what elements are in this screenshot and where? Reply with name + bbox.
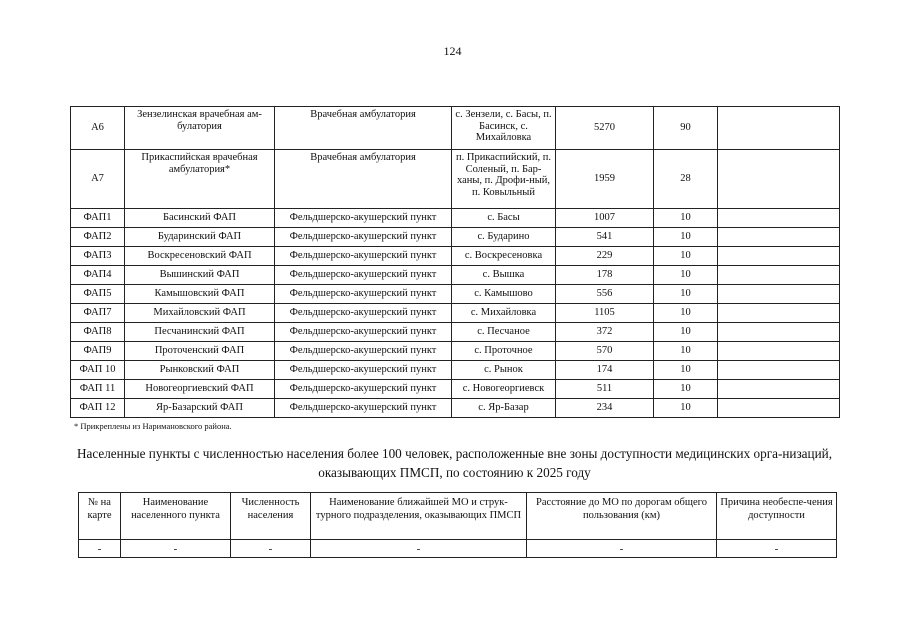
cell-locality: с. Михайловка [452,304,556,323]
cell-name: Песчанинский ФАП [125,323,275,342]
cell-name: Проточенский ФАП [125,342,275,361]
cell-extra [718,228,840,247]
cell-locality: с. Бударино [452,228,556,247]
cell-locality: с. Зензели, с. Басы, п. Басинск, с. Михайловка [452,107,556,150]
cell-name: Бударинский ФАП [125,228,275,247]
cell-code: ФАП 11 [71,380,125,399]
cell-extra [718,361,840,380]
cell-distance: 10 [654,361,718,380]
cell-distance: 10 [654,266,718,285]
column-header: Расстояние до МО по дорогам общего пользования (км) [527,493,717,540]
cell-extra [718,342,840,361]
cell-locality: с. Басы [452,209,556,228]
cell-extra [718,107,840,150]
cell-code: ФАП4 [71,266,125,285]
cell-locality: с. Воскресеновка [452,247,556,266]
cell-locality: с. Проточное [452,342,556,361]
facilities-table [70,106,840,418]
table-row [71,209,840,228]
cell-extra [718,285,840,304]
table-row [71,107,840,150]
cell-population: 229 [556,247,654,266]
table-cell: - [527,540,717,558]
cell-locality: с. Вышка [452,266,556,285]
cell-type: Фельдшерско-акушерский пункт [275,304,452,323]
cell-population: 570 [556,342,654,361]
cell-type: Врачебная амбулатория [275,150,452,209]
cell-distance: 10 [654,380,718,399]
table-row [71,285,840,304]
cell-locality: с. Новогеоргиевск [452,380,556,399]
column-header: Наименование ближайшей МО и струк-турного подразделения, оказывающих ПМСП [311,493,527,540]
cell-distance: 90 [654,107,718,150]
cell-name: Зензелинская врачебная ам-булатория [125,107,275,150]
cell-code: А6 [71,107,125,150]
cell-extra [718,380,840,399]
table-row [71,150,840,209]
cell-type: Фельдшерско-акушерский пункт [275,361,452,380]
cell-population: 178 [556,266,654,285]
cell-population: 372 [556,323,654,342]
cell-extra [718,323,840,342]
column-header: № на карте [79,493,121,540]
cell-extra [718,266,840,285]
cell-code: ФАП5 [71,285,125,304]
cell-code: ФАП7 [71,304,125,323]
cell-type: Фельдшерско-акушерский пункт [275,342,452,361]
cell-type: Фельдшерско-акушерский пункт [275,380,452,399]
cell-name: Вышинский ФАП [125,266,275,285]
cell-distance: 10 [654,342,718,361]
cell-code: ФАП3 [71,247,125,266]
cell-locality: с. Песчаное [452,323,556,342]
column-header: Наименование населенного пункта [121,493,231,540]
cell-extra [718,209,840,228]
cell-population: 556 [556,285,654,304]
cell-distance: 10 [654,285,718,304]
cell-distance: 28 [654,150,718,209]
section-heading: Населенные пункты с численностью населения более 100 человек, расположенные вне зоны доступности медицинских орга-низаций, оказывающих ПМСП, по состоянию к 2025 году [76,446,832,480]
cell-code: ФАП 12 [71,399,125,418]
cell-distance: 10 [654,304,718,323]
table-row [71,361,840,380]
cell-code: ФАП1 [71,209,125,228]
cell-name: Басинский ФАП [125,209,275,228]
cell-type: Врачебная амбулатория [275,107,452,150]
table-cell: - [311,540,527,558]
cell-population: 5270 [556,107,654,150]
cell-population: 1105 [556,304,654,323]
table-header-row [79,493,837,540]
cell-extra [718,399,840,418]
table-row [71,323,840,342]
cell-distance: 10 [654,228,718,247]
cell-type: Фельдшерско-акушерский пункт [275,209,452,228]
footnote: * Прикреплены из Наримановского района. [74,421,232,431]
table-row [71,342,840,361]
cell-name: Прикаспийская врачебная амбулатория* [125,150,275,209]
table-cell: - [717,540,837,558]
cell-code: ФАП8 [71,323,125,342]
cell-type: Фельдшерско-акушерский пункт [275,285,452,304]
table-row [71,304,840,323]
inaccessible-settlements-table [78,492,837,558]
table-cell: - [231,540,311,558]
cell-population: 1959 [556,150,654,209]
cell-population: 511 [556,380,654,399]
page-number: 124 [443,44,462,58]
table-row [79,540,837,558]
cell-population: 541 [556,228,654,247]
cell-code: ФАП2 [71,228,125,247]
cell-distance: 10 [654,323,718,342]
table-row [71,247,840,266]
column-header: Численность населения [231,493,311,540]
cell-extra [718,304,840,323]
cell-extra [718,150,840,209]
cell-name: Рынковский ФАП [125,361,275,380]
cell-distance: 10 [654,399,718,418]
cell-locality: с. Камышово [452,285,556,304]
cell-code: ФАП 10 [71,361,125,380]
cell-name: Яр-Базарский ФАП [125,399,275,418]
table-row [71,380,840,399]
cell-name: Михайловский ФАП [125,304,275,323]
cell-type: Фельдшерско-акушерский пункт [275,399,452,418]
cell-code: А7 [71,150,125,209]
cell-type: Фельдшерско-акушерский пункт [275,247,452,266]
cell-population: 234 [556,399,654,418]
table-row [71,266,840,285]
cell-locality: с. Яр-Базар [452,399,556,418]
table-row [71,399,840,418]
table-row [71,228,840,247]
cell-code: ФАП9 [71,342,125,361]
cell-population: 1007 [556,209,654,228]
cell-extra [718,247,840,266]
cell-distance: 10 [654,209,718,228]
table-cell: - [79,540,121,558]
cell-type: Фельдшерско-акушерский пункт [275,266,452,285]
cell-name: Новогеоргиевский ФАП [125,380,275,399]
cell-locality: п. Прикаспийский, п. Соленый, п. Бар-ханы, п. Дрофи-ный, п. Ковыльный [452,150,556,209]
cell-distance: 10 [654,247,718,266]
cell-type: Фельдшерско-акушерский пункт [275,323,452,342]
cell-name: Камышовский ФАП [125,285,275,304]
column-header: Причина необеспе-чения доступности [717,493,837,540]
cell-type: Фельдшерско-акушерский пункт [275,228,452,247]
cell-locality: с. Рынок [452,361,556,380]
cell-name: Воскресеновский ФАП [125,247,275,266]
cell-population: 174 [556,361,654,380]
table-cell: - [121,540,231,558]
